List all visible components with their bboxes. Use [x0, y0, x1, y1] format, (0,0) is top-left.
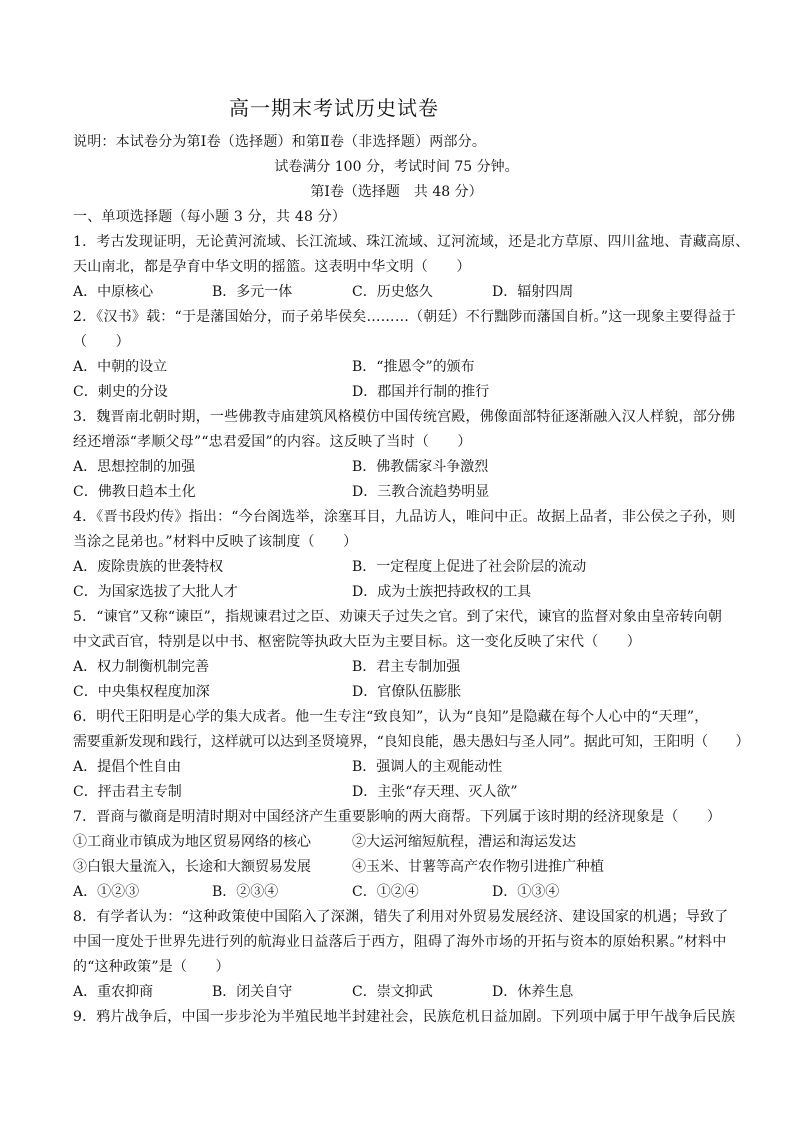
- q7-statement-3: ③白银大量流入，长途和大额贸易发展: [73, 859, 311, 875]
- q7-option-c[interactable]: C．①②④: [352, 884, 419, 900]
- q6-option-b[interactable]: B．强调人的主观能动性: [352, 759, 503, 775]
- question-2-stem: 2．《汉书》载：“于是藩国始分，而子弟毕侯矣………（朝廷）不行黜陟而藩国自析。”这一现象主要得益于: [73, 309, 737, 325]
- question-5-stem-cont: 中文武百官，特别是以中书、枢密院等执政大臣为主要目标。这一变化反映了宋代（ ）: [73, 634, 641, 650]
- question-6-stem-cont: 需要重新发现和践行，这样就可以达到圣贤境界，“良知良能，愚夫愚妇与圣人同”。据此可知，王阳明（ ）: [73, 734, 750, 750]
- section-heading: 一、单项选择题（每小题 3 分，共 48 分）: [73, 209, 347, 225]
- q8-option-a[interactable]: A．重农抑商: [73, 984, 154, 1000]
- q5-option-b[interactable]: B．君主专制加强: [352, 659, 461, 675]
- question-9-stem: 9．鸦片战争后，中国一步步沦为半殖民地半封建社会，民族危机日益加剧。下列项中属于甲午战争后民族: [73, 1009, 736, 1025]
- question-8-stem-cont: 中国一度处于世界先进行列的航海业日益落后于西方，阻碍了海外市场的开拓与资本的原始积累。”材料中: [73, 934, 727, 950]
- q6-option-a[interactable]: A．提倡个性自由: [73, 759, 182, 775]
- q7-statement-1: ①工商业市镇成为地区贸易网络的核心: [73, 834, 311, 850]
- q3-option-b[interactable]: B．佛教儒家斗争激烈: [352, 459, 489, 475]
- q7-option-d[interactable]: D．①③④: [492, 884, 560, 900]
- q3-option-c[interactable]: C．佛教日趋本土化: [73, 484, 196, 500]
- question-4-stem: 4．《晋书段灼传》指出：“今台阁选举，涂塞耳目，九品访人，唯问中正。故据上品者，非公侯之子孙，则: [73, 509, 736, 525]
- q8-option-b[interactable]: B．闭关自守: [212, 984, 293, 1000]
- question-3-stem-cont: 经还增添“孝顺父母”“忠君爱国”的内容。这反映了当时（ ）: [73, 434, 472, 450]
- q2-option-c[interactable]: C．刺史的分设: [73, 384, 168, 400]
- q2-option-a[interactable]: A．中朝的设立: [73, 359, 168, 375]
- q8-option-d[interactable]: D．休养生息: [492, 984, 574, 1000]
- question-2-stem-cont: （ ）: [73, 334, 130, 350]
- question-8-stem: 8．有学者认为：“这种政策使中国陷入了深渊，错失了利用对外贸易发展经济、建设国家的机遇；导致了: [73, 909, 729, 925]
- question-1-stem-cont: 天山南北，都是孕育中华文明的摇篮。这表明中华文明（ ）: [73, 259, 471, 275]
- q7-statement-2: ②大运河缩短航程，漕运和海运发达: [352, 834, 576, 850]
- q4-option-b[interactable]: B．一定程度上促进了社会阶层的流动: [352, 559, 587, 575]
- q4-option-c[interactable]: C．为国家选拔了大批人才: [73, 584, 238, 600]
- question-8-stem-end: 的“这种政策”是（ ）: [73, 959, 230, 975]
- question-6-stem: 6．明代王阳明是心学的集大成者。他一生专注“致良知”，认为“良知”是隐藏在每个人心中的“天理”，: [73, 709, 709, 725]
- q8-option-c[interactable]: C．崇文抑武: [352, 984, 433, 1000]
- q4-option-d[interactable]: D．成为士族把持政权的工具: [352, 584, 532, 600]
- q6-option-c[interactable]: C．抨击君主专制: [73, 784, 182, 800]
- question-7-stem: 7．晋商与徽商是明清时期对中国经济产生重要影响的两大商帮。下列属于该时期的经济现象是（ ）: [73, 809, 722, 825]
- q5-option-a[interactable]: A．权力制衡机制完善: [73, 659, 210, 675]
- q1-option-b[interactable]: B．多元一体: [212, 284, 293, 300]
- q7-option-b[interactable]: B．②③④: [212, 884, 279, 900]
- q1-option-a[interactable]: A．中原核心: [73, 284, 154, 300]
- page-title: 高一期末考试历史试卷: [229, 96, 439, 120]
- q1-option-c[interactable]: C．历史悠久: [352, 284, 433, 300]
- question-5-stem: 5．“谏官”又称“谏臣”，指规谏君过之臣、劝谏天子过失之官。到了宋代，谏官的监督对象由皇帝转向朝: [73, 609, 723, 625]
- q7-statement-4: ④玉米、甘薯等高产农作物引进推广种植: [352, 859, 604, 875]
- instructions-line: 说明：本试卷分为第Ⅰ卷（选择题）和第Ⅱ卷（非选择题）两部分。: [73, 134, 487, 150]
- q5-option-d[interactable]: D．官僚队伍膨胀: [352, 684, 462, 700]
- q4-option-a[interactable]: A．废除贵族的世袭特权: [73, 559, 224, 575]
- q2-option-b[interactable]: B．“推恩令”的颁布: [352, 359, 475, 375]
- q3-option-d[interactable]: D．三教合流趋势明显: [352, 484, 490, 500]
- part-one-heading: 第Ⅰ卷（选择题 共 48 分）: [310, 184, 483, 200]
- question-3-stem: 3．魏晋南北朝时期，一些佛教寺庙建筑风格模仿中国传统宫殿，佛像面部特征逐渐融入汉人样貌，部分佛: [73, 409, 736, 425]
- q7-option-a[interactable]: A．①②③: [73, 884, 140, 900]
- q1-option-d[interactable]: D．辐射四周: [492, 284, 574, 300]
- q2-option-d[interactable]: D．郡国并行制的推行: [352, 384, 490, 400]
- q6-option-d[interactable]: D．主张“存天理、灭人欲”: [352, 784, 518, 800]
- question-4-stem-cont: 当涂之昆弟也。”材料中反映了该制度（ ）: [73, 534, 358, 550]
- q5-option-c[interactable]: C．中央集权程度加深: [73, 684, 210, 700]
- instructions-score-time: 试卷满分 100 分，考试时间 75 分钟。: [274, 159, 519, 175]
- q3-option-a[interactable]: A．思想控制的加强: [73, 459, 196, 475]
- question-1-stem: 1．考古发现证明，无论黄河流域、长江流域、珠江流域、辽河流域，还是北方草原、四川盆地、青藏高原、: [73, 234, 750, 250]
